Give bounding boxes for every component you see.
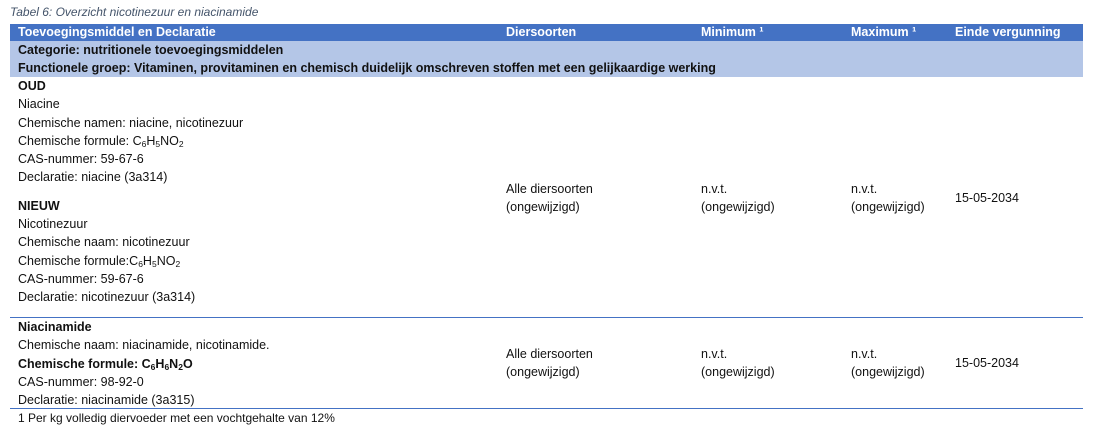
additive-cell [18, 318, 270, 409]
expiry-cell: 15-05-2034 [955, 191, 1019, 205]
old-chemical-formula: Chemische formule: $C_6H_5NO_2$ [18, 133, 184, 149]
old-declaration: Declaratie: niacine (3a314) [18, 170, 168, 185]
new-label: NIEUW [18, 198, 60, 213]
species-cell: Alle diersoorten (ongewijzigd) [506, 347, 593, 380]
chemical-name: Chemische naam: niacinamide, nicotinamide. [18, 338, 270, 353]
new-name: Nicotinezuur [18, 217, 88, 232]
cas-number: CAS-nummer: 98-92-0 [18, 374, 144, 389]
header-maximum: Maximum ¹ [851, 25, 917, 39]
header-minimum: Minimum ¹ [701, 25, 764, 39]
old-name: Niacine [18, 97, 60, 112]
old-cas-number: CAS-nummer: 59-67-6 [18, 152, 144, 167]
niacinamide-label: Niacinamide [18, 320, 92, 334]
functional-group-row: Functionele groep: Vitaminen, provitaminen en chemisch duidelijk omschreven stoffen met een gelijkaardige werking [10, 59, 1083, 77]
header-species: Diersoorten [506, 25, 577, 39]
table-header [10, 24, 1083, 41]
maximum-cell: n.v.t. (ongewijzigd) [851, 347, 925, 380]
header-expiry: Einde vergunning [955, 25, 1061, 39]
old-chemical-names: Chemische namen: niacine, nicotinezuur [18, 115, 244, 130]
chemical-formula: Chemische formule: $C_6H_6N_2O$ [18, 356, 193, 372]
minimum-cell: n.v.t. (ongewijzigd) [701, 347, 775, 380]
table-row-niacine [10, 77, 1083, 318]
minimum-cell: n.v.t. (ongewijzigd) [701, 182, 775, 215]
species-cell: Alle diersoorten (ongewijzigd) [506, 182, 593, 215]
additive-table [10, 24, 1083, 409]
table-caption: Tabel 6: Overzicht nicotinezuur en niacinamide [10, 5, 259, 19]
footnote: 1 Per kg volledig diervoeder met een vochtgehalte van 12% [18, 411, 335, 425]
category-row: Categorie: nutritionele toevoegingsmiddelen [10, 41, 1083, 59]
new-chemical-name: Chemische naam: nicotinezuur [18, 235, 190, 250]
new-chemical-formula: Chemische $formule:C_6H_5NO_2$ [18, 253, 181, 269]
additive-cell [18, 77, 243, 307]
new-declaration: Declaratie: nicotinezuur (3a314) [18, 290, 196, 305]
table-row-niacinamide [10, 318, 1083, 409]
header-additive: Toevoegingsmiddel en Declaratie [18, 25, 216, 39]
old-label: OUD [18, 79, 46, 93]
new-cas-number: CAS-nummer: 59-67-6 [18, 271, 144, 286]
declaration: Declaratie: niacinamide (3a315) [18, 393, 195, 408]
expiry-cell: 15-05-2034 [955, 356, 1019, 370]
maximum-cell: n.v.t. (ongewijzigd) [851, 182, 925, 215]
